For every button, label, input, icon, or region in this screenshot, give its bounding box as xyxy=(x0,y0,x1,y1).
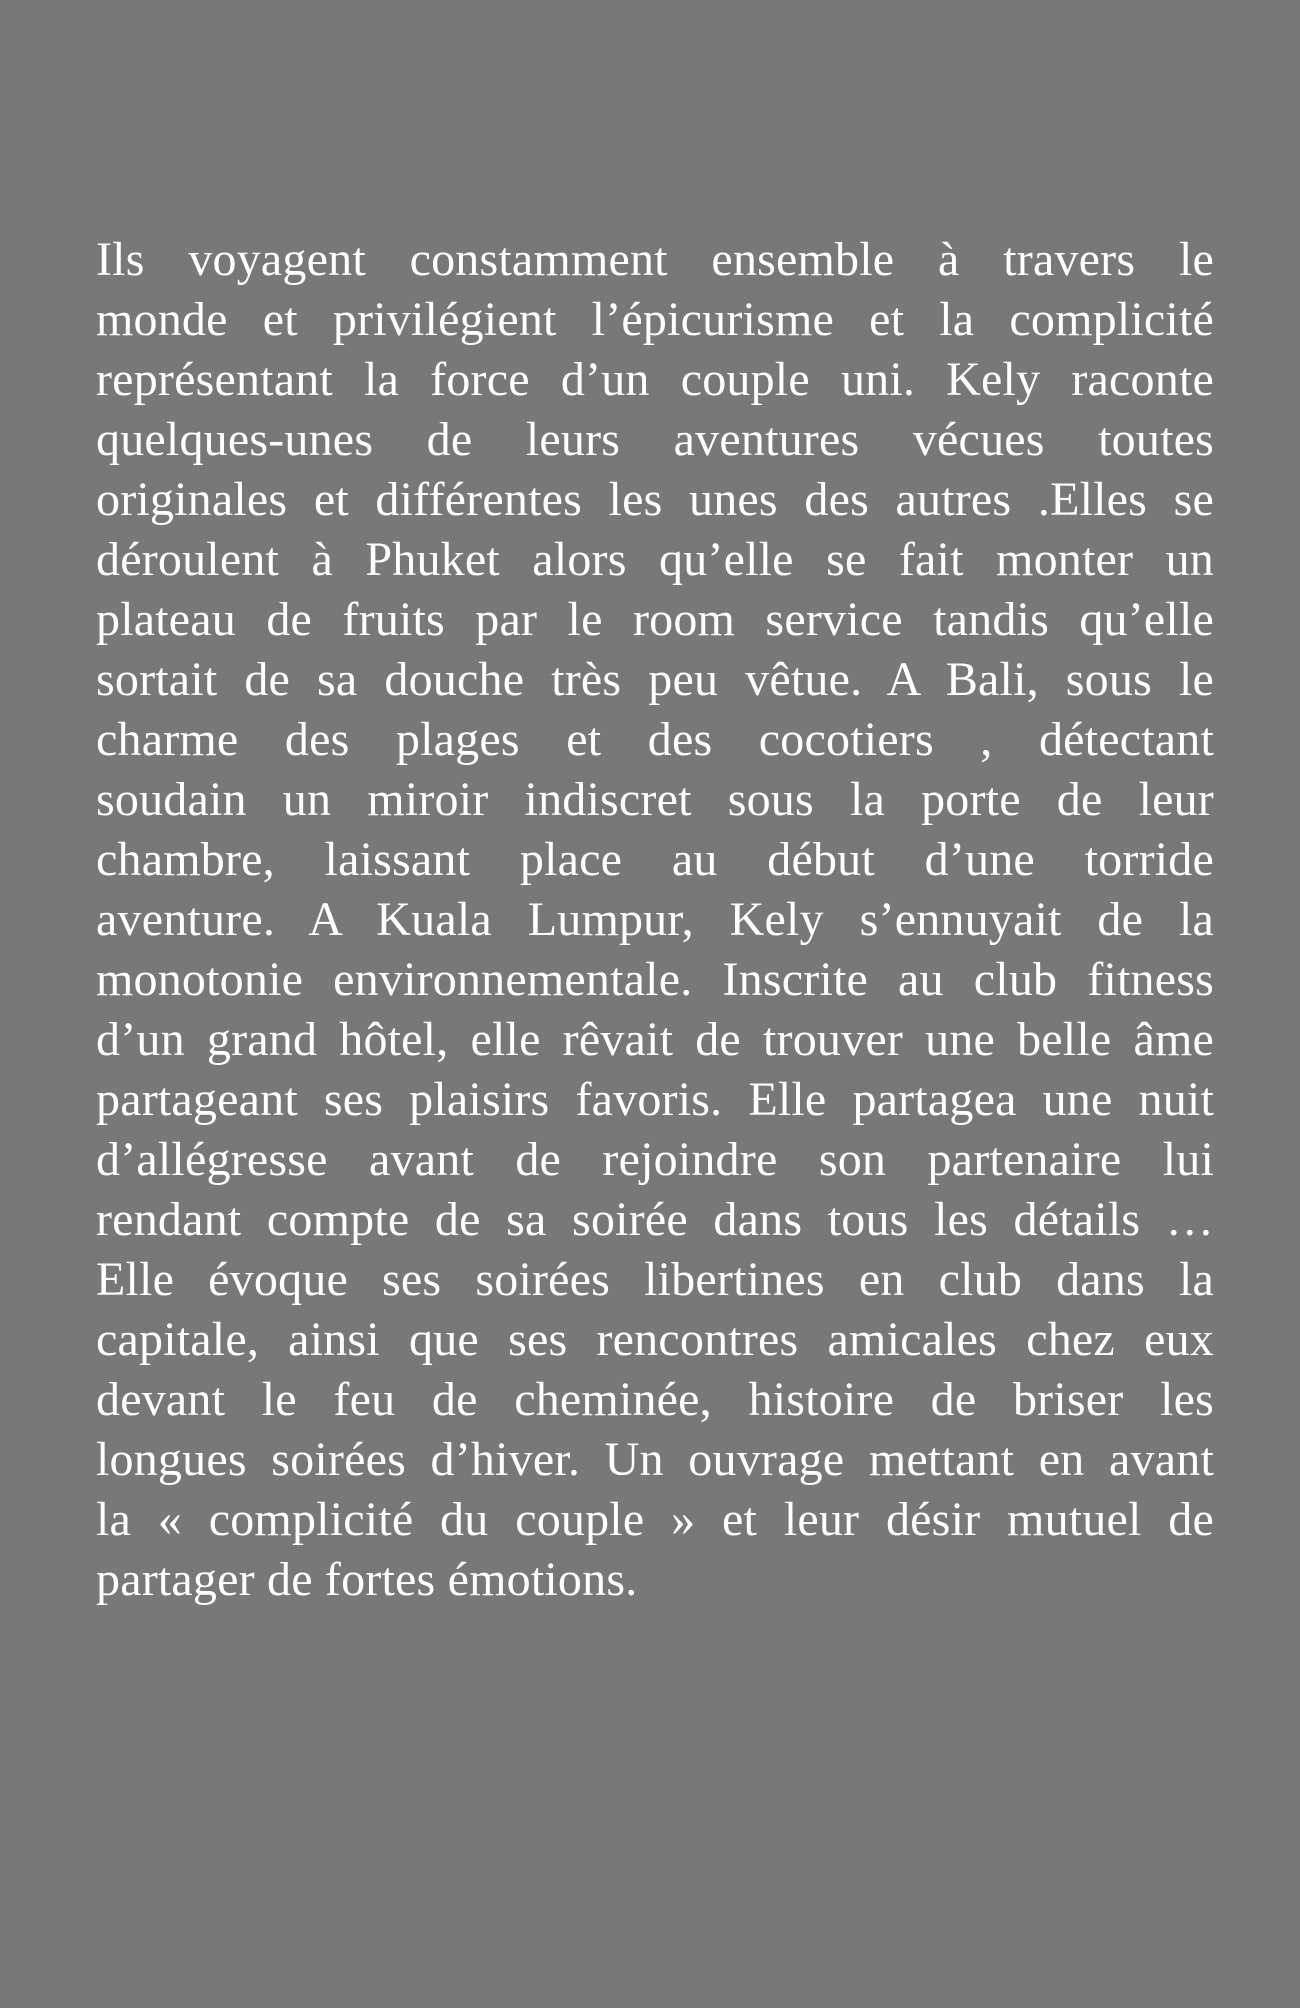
blurb-line: soudain un miroir indiscret sous la porte de leur xyxy=(96,773,1214,826)
blurb-line: partager de fortes émotions. xyxy=(96,1553,638,1606)
blurb-line: longues soirées d’hiver. Un ouvrage mettant en avant xyxy=(96,1433,1214,1486)
blurb-line: Elle évoque ses soirées libertines en club dans la xyxy=(96,1253,1214,1306)
blurb-line: sortait de sa douche très peu vêtue. A Bali, sous le xyxy=(96,653,1214,706)
blurb-line: monde et privilégient l’épicurisme et la complicité xyxy=(96,293,1214,346)
back-cover-blurb xyxy=(96,230,1214,1610)
blurb-line: représentant la force d’un couple uni. Kely raconte xyxy=(96,353,1214,406)
blurb-line: d’un grand hôtel, elle rêvait de trouver une belle âme xyxy=(96,1013,1214,1066)
blurb-line: originales et différentes les unes des autres .Elles se xyxy=(96,473,1214,526)
blurb-line: d’allégresse avant de rejoindre son partenaire lui xyxy=(96,1133,1214,1186)
blurb-line: plateau de fruits par le room service tandis qu’elle xyxy=(96,593,1214,646)
blurb-line: rendant compte de sa soirée dans tous les détails … xyxy=(96,1193,1214,1246)
blurb-line: capitale, ainsi que ses rencontres amicales chez eux xyxy=(96,1313,1214,1366)
blurb-line: partageant ses plaisirs favoris. Elle partagea une nuit xyxy=(96,1073,1214,1126)
blurb-line: quelques-unes de leurs aventures vécues toutes xyxy=(96,413,1214,466)
blurb-line: monotonie environnementale. Inscrite au club fitness xyxy=(96,953,1214,1006)
blurb-line: la « complicité du couple » et leur désir mutuel de xyxy=(96,1493,1214,1546)
blurb-line: déroulent à Phuket alors qu’elle se fait monter un xyxy=(96,533,1214,586)
blurb-line: devant le feu de cheminée, histoire de briser les xyxy=(96,1373,1214,1426)
blurb-line: aventure. A Kuala Lumpur, Kely s’ennuyait de la xyxy=(96,893,1214,946)
blurb-line: Ils voyagent constamment ensemble à travers le xyxy=(96,233,1214,286)
blurb-line: chambre, laissant place au début d’une torride xyxy=(96,833,1214,886)
blurb-line: charme des plages et des cocotiers , détectant xyxy=(96,713,1214,766)
